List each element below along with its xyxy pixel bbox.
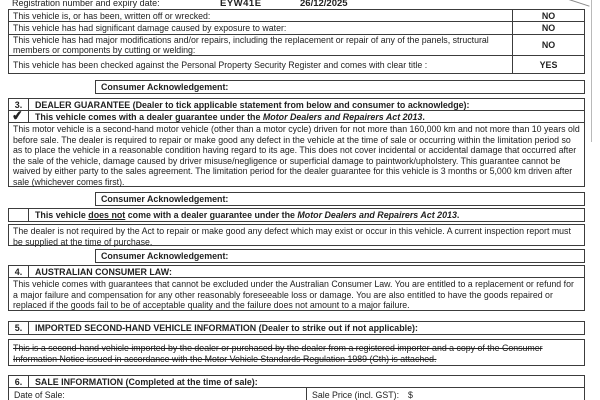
section-5-header xyxy=(8,321,585,335)
sale-price-field[interactable] xyxy=(306,388,584,400)
imported-vehicle-paragraph-struck-out: This is a second-hand vehicle imported by the dealer or purchased by the dealer from a registered importer and a copy of the Consumer Information Notice issued in accordance with the Motor Vehicle Standards Regulation 1989 (Cth) is attached. xyxy=(8,339,585,366)
check-question: This vehicle has had major modifications and/or repairs, including the replacement or repair of any of the panels, structural members or components by cutting or welding: xyxy=(13,35,489,55)
currency-symbol: $ xyxy=(408,390,413,400)
sale-price-label: Sale Price (incl. GST): xyxy=(312,390,400,400)
check-question: This vehicle has been checked against the Personal Property Security Register and comes with clear title : xyxy=(13,59,428,70)
registration-number-value: EYW41E xyxy=(220,0,262,9)
registration-row xyxy=(8,0,585,9)
date-of-sale-field[interactable] xyxy=(9,388,306,400)
guarantee-terms-paragraph: This motor vehicle is a second-hand motor vehicle (other than a motor cycle) driven for not more than 160,000 km and not more than 10 years old before sale. The dealer is required to repair or make good any defect in the vehicle at the time of sale or occurring within the limitation period so as to place the vehicle in a reasonable condition having regard to its age. This does not cover incidental or accidental damage that occurred after the sale of the vehicle, damage caused by driver misuse/negligence or superficial damage to paintwork/upholstery. This guarantee cannot be waived by either party to the sales agreement. The limitation period for the dealer guarantee for this vehicle is 3 months or 5,000 km driven after sale (whichever comes first). xyxy=(8,122,585,187)
consumer-acknowledgement-box-3[interactable] xyxy=(95,249,585,263)
section-title: SALE INFORMATION (Completed at the time of sale): xyxy=(35,376,258,387)
consumer-acknowledgement-label: Consumer Acknowledgement: xyxy=(101,82,229,92)
section-title: DEALER GUARANTEE (Dealer to tick applicable statement from below and consumer to acknowledge): xyxy=(35,99,470,110)
no-guarantee-terms-paragraph: The dealer is not required by the Act to repair or make good any defect which may exist or occur in this vehicle. A current inspection report must be supplied at the time of purchase. xyxy=(8,224,585,246)
section-title: IMPORTED SECOND-HAND VEHICLE INFORMATION (Dealer to strike out if not applicable): xyxy=(35,323,418,333)
consumer-acknowledgement-box-2[interactable] xyxy=(95,192,585,206)
check-answer: NO xyxy=(512,22,584,34)
date-of-sale-label: Date of Sale: xyxy=(14,390,65,400)
registration-label: Registration number and expiry date: xyxy=(12,0,160,8)
section-4-header xyxy=(8,265,585,278)
table-row xyxy=(8,21,585,35)
check-question: This vehicle is, or has been, written off or wrecked: xyxy=(13,10,211,21)
guarantee-option-text: This vehicle comes with a dealer guarantee under the Motor Dealers and Repairers Act 2013 . xyxy=(35,111,425,122)
consumer-acknowledgement-label: Consumer Acknowledgement: xyxy=(101,194,229,204)
dealer-guarantee-no-option xyxy=(8,208,585,222)
consumer-acknowledgement-label: Consumer Acknowledgement: xyxy=(101,251,229,261)
checkmark-icon: ✔ xyxy=(11,107,24,124)
consumer-acknowledgement-box-1[interactable] xyxy=(95,80,585,94)
section-number: 5. xyxy=(9,322,29,334)
check-answer: NO xyxy=(512,35,584,55)
check-answer: NO xyxy=(512,10,584,21)
dealer-guarantee-yes-option xyxy=(8,107,585,124)
sale-info-row xyxy=(8,387,585,400)
check-question: This vehicle has had significant damage caused by exposure to water: xyxy=(13,23,287,33)
section-number: 4. xyxy=(9,266,29,277)
section-3-header xyxy=(8,98,585,111)
section-title: AUSTRALIAN CONSUMER LAW: xyxy=(35,266,172,277)
table-row xyxy=(8,55,585,74)
scan-edge-line xyxy=(591,0,592,142)
consumer-law-paragraph: This vehicle comes with guarantees that cannot be excluded under the Australian Consumer Law. You are entitled to a replacement or refund for a major failure and compensation for any other reasonably foreseeable loss or damage. You are also entitled to have the goods repaired or replaced if the goods fail to be of acceptable quality and the failure does not amount to a major failure. xyxy=(8,277,585,311)
check-answer: YES xyxy=(512,56,584,73)
section-number: 3. xyxy=(9,99,29,110)
table-row xyxy=(8,34,585,56)
section-6-header xyxy=(8,375,585,388)
section-number: 6. xyxy=(9,376,29,387)
empty-checkbox[interactable] xyxy=(9,209,29,221)
no-guarantee-option-text: This vehicle does not come with a dealer guarantee under the Motor Dealers and Repairers Act 2013 . xyxy=(35,210,460,220)
registration-expiry-value: 26/12/2025 xyxy=(300,0,348,9)
form-body xyxy=(8,0,585,400)
vehicle-checks-table xyxy=(8,9,585,74)
table-row xyxy=(8,9,585,22)
tick-checkbox[interactable] xyxy=(9,107,29,124)
